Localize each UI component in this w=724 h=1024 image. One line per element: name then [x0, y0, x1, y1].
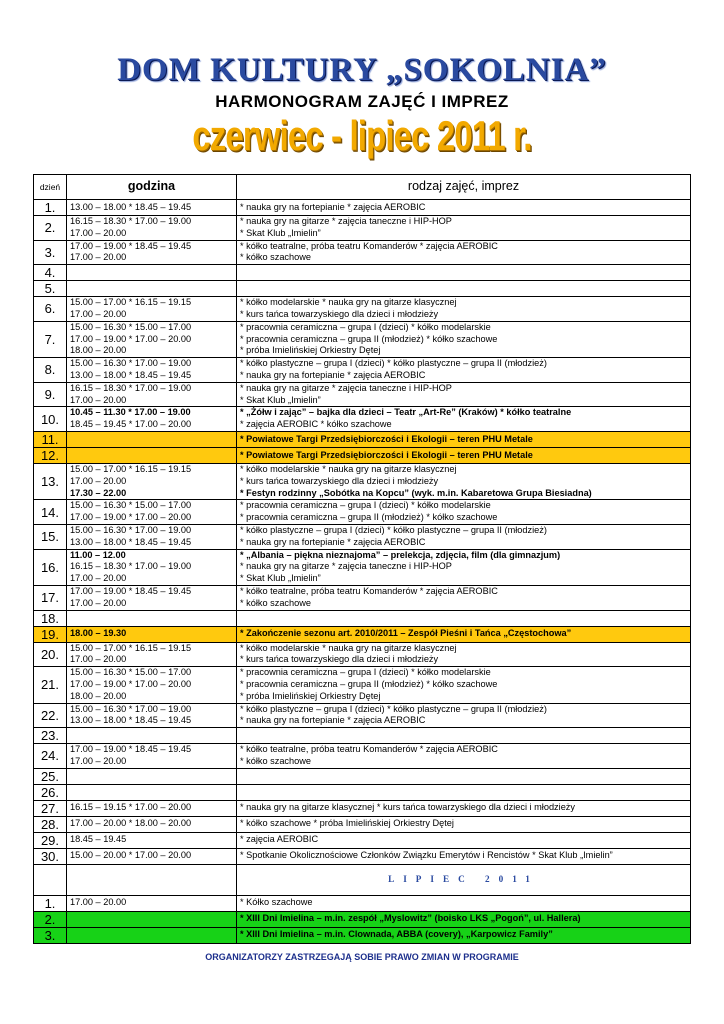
hours-cell [67, 524, 237, 549]
day-cell: 8. [34, 358, 67, 383]
table-row [34, 911, 691, 927]
table-row [34, 463, 691, 499]
hours-line: 18.00 – 19.30 [70, 628, 127, 639]
july-label: LIPIEC 2011 [237, 864, 691, 895]
activities-cell [237, 524, 691, 549]
activities-cell [237, 728, 691, 744]
hours-line: 13.00 – 18.00 * 18.45 – 19.45 [70, 536, 192, 547]
day-cell: 19. [34, 626, 67, 642]
activity-line: * nauka gry na gitarze * zajęcia taneczne i HIP-HOP [240, 216, 452, 226]
hours-cell [67, 358, 237, 383]
hours-cell [67, 784, 237, 800]
table-row [34, 281, 691, 297]
day-cell: 29. [34, 832, 67, 848]
hours-cell [67, 200, 237, 216]
activity-line: * zajęcia AEROBIC * kółko szachowe [240, 419, 392, 430]
day-cell: 10. [34, 407, 67, 432]
day-cell: 28. [34, 816, 67, 832]
activities-cell [237, 281, 691, 297]
activity-line: * nauka gry na gitarze klasycznej * kurs tańca towarzyskiego dla dzieci i młodzieży [240, 802, 575, 813]
table-row [34, 784, 691, 800]
day-cell: 16. [34, 549, 67, 585]
activities-cell [237, 431, 691, 447]
table-row [34, 927, 691, 943]
day-cell: 2. [34, 216, 67, 241]
hours-cell [67, 281, 237, 297]
table-row [34, 265, 691, 281]
hours-cell [67, 848, 237, 864]
hours-line: 15.00 – 17.00 * 16.15 – 19.15 [70, 297, 192, 308]
activity-line: * Skat Klub „Imielin” [240, 227, 321, 238]
hours-line: 17.00 – 20.00 [70, 394, 127, 405]
table-row [34, 642, 691, 667]
day-cell: 24. [34, 744, 67, 769]
page-subtitle: HARMONOGRAM ZAJĘĆ I IMPREZ [215, 92, 509, 111]
hours-line: 15.00 – 17.00 * 16.15 – 19.15 [70, 463, 192, 474]
activity-line: * Kółko szachowe [240, 897, 313, 908]
header-day: dzień [34, 175, 67, 200]
activities-cell [237, 667, 691, 703]
table-row [34, 816, 691, 832]
activities-cell [237, 703, 691, 728]
hours-cell [67, 895, 237, 911]
activity-line: * Spotkanie Okolicznościowe Członków Związku Emerytów i Rencistów * Skat Klub „Imielin” [240, 850, 613, 861]
hours-line: 13.00 – 18.00 * 18.45 – 19.45 [70, 369, 192, 380]
hours-cell [67, 407, 237, 432]
hours-line: 18.45 – 19.45 * 17.00 – 20.00 [70, 419, 192, 430]
hours-cell [67, 667, 237, 703]
activity-line: * nauka gry na fortepianie * zajęcia AEROBIC [240, 715, 426, 726]
activity-line: * Powiatowe Targi Przedsiębiorczości i Ekologii – teren PHU Metale [240, 449, 533, 460]
table-row [34, 768, 691, 784]
activity-line: * nauka gry na fortepianie * zajęcia AEROBIC [240, 201, 426, 212]
hours-line: 17.00 – 20.00 [70, 897, 127, 908]
hours-line: 17.00 – 20.00 [70, 597, 127, 608]
day-cell: 9. [34, 382, 67, 407]
table-row [34, 447, 691, 463]
activities-cell [237, 447, 691, 463]
activity-line: * Zakończenie sezonu art. 2010/2011 – Zespół Pieśni i Tańca „Częstochowa” [240, 628, 572, 639]
activity-line: * próba Imielińskiej Orkiestry Dętej [240, 690, 381, 701]
hours-cell [67, 265, 237, 281]
activity-line: * kółko teatralne, próba teatru Komanderów * zajęcia AEROBIC [240, 744, 498, 755]
activities-cell [237, 610, 691, 626]
activities-cell [237, 200, 691, 216]
activities-cell [237, 321, 691, 357]
table-row [34, 800, 691, 816]
schedule-table [33, 174, 691, 944]
table-row [34, 744, 691, 769]
activity-line: * Festyn rodzinny „Sobótka na Kopcu” (wyk. m.in. Kabaretowa Grupa Biesiadna) [240, 487, 592, 498]
hours-cell [67, 216, 237, 241]
table-header-row [34, 175, 691, 200]
activity-line: * kółko modelarskie * nauka gry na gitarze klasycznej [240, 297, 457, 308]
hours-cell [67, 816, 237, 832]
hours-cell [67, 800, 237, 816]
activity-line: * nauka gry na fortepianie * zajęcia AEROBIC [240, 536, 426, 547]
activities-cell [237, 500, 691, 525]
day-cell: 7. [34, 321, 67, 357]
hours-line: 17.00 – 20.00 [70, 227, 127, 238]
table-row [34, 431, 691, 447]
activities-cell [237, 240, 691, 265]
activity-line: * kurs tańca towarzyskiego dla dzieci i młodzieży [240, 654, 439, 665]
hours-line: 18.45 – 19.45 [70, 834, 127, 845]
activities-cell [237, 549, 691, 585]
hours-cell [67, 585, 237, 610]
table-row [34, 240, 691, 265]
hours-cell [67, 832, 237, 848]
activities-cell [237, 407, 691, 432]
table-row [34, 200, 691, 216]
activities-cell [237, 848, 691, 864]
activity-line: * kółko plastyczne – grupa I (dzieci) * kółko plastyczne – grupa II (młodzież) [240, 524, 547, 535]
activities-cell [237, 382, 691, 407]
activities-cell [237, 642, 691, 667]
day-cell: 5. [34, 281, 67, 297]
activity-line: * pracownia ceramiczna – grupa II (młodzież) * kółko szachowe [240, 678, 498, 689]
hours-cell [67, 768, 237, 784]
day-cell: 3. [34, 927, 67, 943]
hours-line: 16.15 – 19.15 * 17.00 – 20.00 [70, 802, 192, 813]
hours-cell [67, 642, 237, 667]
hours-cell [67, 447, 237, 463]
hours-line: 17.00 – 19.00 * 18.45 – 19.45 [70, 240, 192, 251]
hours-line: 17.00 – 20.00 [70, 654, 127, 665]
activity-line: * „Żółw i zając” – bajka dla dzieci – Teatr „Art-Re” (Kraków) * kółko teatralne [240, 407, 572, 418]
month-divider-row [34, 864, 691, 895]
activity-line: * pracownia ceramiczna – grupa I (dzieci) * kółko modelarskie [240, 667, 491, 678]
day-cell: 20. [34, 642, 67, 667]
day-cell: 23. [34, 728, 67, 744]
day-cell: 4. [34, 265, 67, 281]
day-cell: 11. [34, 431, 67, 447]
activity-line: * XIII Dni Imielina – m.in. Clownada, ABBA (covery), „Karpowicz Family” [240, 929, 553, 940]
hours-line: 17.00 – 19.00 * 17.00 – 20.00 [70, 512, 192, 523]
day-cell: 13. [34, 463, 67, 499]
table-row [34, 500, 691, 525]
day-cell: 1. [34, 200, 67, 216]
table-row [34, 382, 691, 407]
day-cell: 12. [34, 447, 67, 463]
table-row [34, 667, 691, 703]
hours-line: 17.00 – 19.00 * 18.45 – 19.45 [70, 585, 192, 596]
table-row [34, 549, 691, 585]
hours-line: 18.00 – 20.00 [70, 690, 127, 701]
hours-line: 17.00 – 20.00 [70, 475, 127, 486]
activity-line: * „Albania – piękna nieznajoma” – prelekcja, zdjęcia, film (dla gimnazjum) [240, 549, 561, 560]
activity-line: * próba Imielińskiej Orkiestry Dętej [240, 345, 381, 356]
activity-line: * nauka gry na gitarze * zajęcia taneczne i HIP-HOP [240, 561, 452, 572]
activities-cell [237, 744, 691, 769]
hours-line: 17.00 – 20.00 * 18.00 – 20.00 [70, 818, 192, 829]
activities-cell [237, 800, 691, 816]
table-row [34, 297, 691, 322]
hours-line: 17.00 – 20.00 [70, 252, 127, 263]
activity-line: * kółko plastyczne – grupa I (dzieci) * kółko plastyczne – grupa II (młodzież) [240, 703, 547, 714]
hours-line: 11.00 – 12.00 [70, 549, 126, 560]
hours-line: 15.00 – 16.30 * 17.00 – 19.00 [70, 703, 192, 714]
table-row [34, 585, 691, 610]
activity-line: * nauka gry na fortepianie * zajęcia AEROBIC [240, 369, 426, 380]
activity-line: * kółko szachowe [240, 597, 311, 608]
activity-line: * kurs tańca towarzyskiego dla dzieci i młodzieży [240, 308, 439, 319]
day-cell: 3. [34, 240, 67, 265]
hours-line: 17.30 – 22.00 [70, 487, 127, 498]
header-activities: rodzaj zajęć, imprez [237, 175, 691, 200]
header-hours: godzina [67, 175, 237, 200]
hours-cell [67, 610, 237, 626]
table-row [34, 895, 691, 911]
hours-line: 15.00 – 16.30 * 15.00 – 17.00 [70, 500, 192, 511]
day-cell: 21. [34, 667, 67, 703]
empty-cell [67, 864, 237, 895]
table-row [34, 848, 691, 864]
hours-line: 15.00 – 16.30 * 17.00 – 19.00 [70, 358, 192, 369]
activity-line: * XIII Dni Imielina – m.in. zespół „Myslowitz” (boisko LKS „Pogoń”, ul. Hallera) [240, 913, 581, 924]
day-cell: 2. [34, 911, 67, 927]
day-cell: 1. [34, 895, 67, 911]
activities-cell [237, 895, 691, 911]
activities-cell [237, 626, 691, 642]
hours-cell [67, 500, 237, 525]
hours-line: 17.00 – 19.00 * 17.00 – 20.00 [70, 333, 192, 344]
activity-line: * pracownia ceramiczna – grupa II (młodzież) * kółko szachowe [240, 512, 498, 523]
activities-cell [237, 463, 691, 499]
activities-cell [237, 585, 691, 610]
activities-cell [237, 358, 691, 383]
day-cell: 25. [34, 768, 67, 784]
table-row [34, 728, 691, 744]
hours-cell [67, 321, 237, 357]
day-cell: 30. [34, 848, 67, 864]
day-cell: 27. [34, 800, 67, 816]
activities-cell [237, 816, 691, 832]
activity-line: * kółko plastyczne – grupa I (dzieci) * kółko plastyczne – grupa II (młodzież) [240, 358, 547, 369]
table-row [34, 703, 691, 728]
activities-cell [237, 297, 691, 322]
activity-line: * pracownia ceramiczna – grupa I (dzieci) * kółko modelarskie [240, 500, 491, 511]
hours-cell [67, 927, 237, 943]
table-row [34, 524, 691, 549]
activities-cell [237, 768, 691, 784]
activity-line: * kółko teatralne, próba teatru Komanderów * zajęcia AEROBIC [240, 240, 498, 251]
activity-line: * kółko modelarskie * nauka gry na gitarze klasycznej [240, 463, 457, 474]
activity-line: * kółko modelarskie * nauka gry na gitarze klasycznej [240, 642, 457, 653]
table-row [34, 216, 691, 241]
activity-line: * Powiatowe Targi Przedsiębiorczości i Ekologii – teren PHU Metale [240, 433, 533, 444]
hours-cell [67, 463, 237, 499]
hours-cell [67, 297, 237, 322]
hours-line: 17.00 – 19.00 * 17.00 – 20.00 [70, 678, 192, 689]
hours-line: 15.00 – 16.30 * 17.00 – 19.00 [70, 524, 192, 535]
hours-line: 10.45 – 11.30 * 17.00 – 19.00 [70, 407, 191, 418]
hours-line: 18.00 – 20.00 [70, 345, 127, 356]
table-row [34, 358, 691, 383]
hours-cell [67, 549, 237, 585]
hours-line: 15.00 – 20.00 * 17.00 – 20.00 [70, 850, 192, 861]
activity-line: * kółko teatralne, próba teatru Komanderów * zajęcia AEROBIC [240, 585, 498, 596]
activities-cell [237, 832, 691, 848]
hours-line: 15.00 – 16.30 * 15.00 – 17.00 [70, 667, 192, 678]
activity-line: * kółko szachowe [240, 252, 311, 263]
hours-cell [67, 240, 237, 265]
activity-line: * Skat Klub „Imielin” [240, 394, 321, 405]
hours-line: 16.15 – 18.30 * 17.00 – 19.00 [70, 561, 192, 572]
day-cell: 15. [34, 524, 67, 549]
activities-cell [237, 911, 691, 927]
activity-line: * zajęcia AEROBIC [240, 834, 319, 845]
activities-cell [237, 216, 691, 241]
hours-line: 15.00 – 16.30 * 15.00 – 17.00 [70, 321, 192, 332]
hours-line: 15.00 – 17.00 * 16.15 – 19.15 [70, 642, 192, 653]
hours-line: 13.00 – 18.00 * 18.45 – 19.45 [70, 201, 192, 212]
day-cell: 17. [34, 585, 67, 610]
period-title: czerwiec - lipiec 2011 r. [192, 112, 532, 159]
activity-line: * kółko szachowe [240, 755, 311, 766]
activity-line: * Skat Klub „Imielin” [240, 573, 321, 584]
activities-cell [237, 927, 691, 943]
hours-line: 13.00 – 18.00 * 18.45 – 19.45 [70, 715, 192, 726]
table-row [34, 407, 691, 432]
activity-line: * pracownia ceramiczna – grupa II (młodzież) * kółko szachowe [240, 333, 498, 344]
hours-line: 17.00 – 20.00 [70, 755, 127, 766]
day-cell: 18. [34, 610, 67, 626]
activity-line: * nauka gry na gitarze * zajęcia taneczne i HIP-HOP [240, 382, 452, 393]
hours-line: 16.15 – 18.30 * 17.00 – 19.00 [70, 216, 192, 226]
hours-cell [67, 626, 237, 642]
hours-line: 17.00 – 19.00 * 18.45 – 19.45 [70, 744, 192, 755]
table-row [34, 626, 691, 642]
activities-cell [237, 265, 691, 281]
hours-cell [67, 911, 237, 927]
day-cell: 26. [34, 784, 67, 800]
footer-note: ORGANIZATORZY ZASTRZEGAJĄ SOBIE PRAWO ZMIAN W PROGRAMIE [205, 952, 519, 962]
hours-cell [67, 382, 237, 407]
activity-line: * kurs tańca towarzyskiego dla dzieci i młodzieży [240, 475, 439, 486]
table-row [34, 610, 691, 626]
day-cell: 22. [34, 703, 67, 728]
empty-cell [34, 864, 67, 895]
hours-cell [67, 431, 237, 447]
hours-cell [67, 744, 237, 769]
hours-cell [67, 728, 237, 744]
activity-line: * pracownia ceramiczna – grupa I (dzieci) * kółko modelarskie [240, 321, 491, 332]
hours-line: 17.00 – 20.00 [70, 573, 127, 584]
day-cell: 6. [34, 297, 67, 322]
page-title: DOM KULTURY „SOKOLNIA” [117, 52, 607, 88]
hours-line: 17.00 – 20.00 [70, 308, 127, 319]
activity-line: * kółko szachowe * próba Imielińskiej Orkiestry Dętej [240, 818, 454, 829]
day-cell: 14. [34, 500, 67, 525]
activities-cell [237, 784, 691, 800]
table-row [34, 321, 691, 357]
hours-cell [67, 703, 237, 728]
table-row [34, 832, 691, 848]
hours-line: 16.15 – 18.30 * 17.00 – 19.00 [70, 382, 192, 393]
